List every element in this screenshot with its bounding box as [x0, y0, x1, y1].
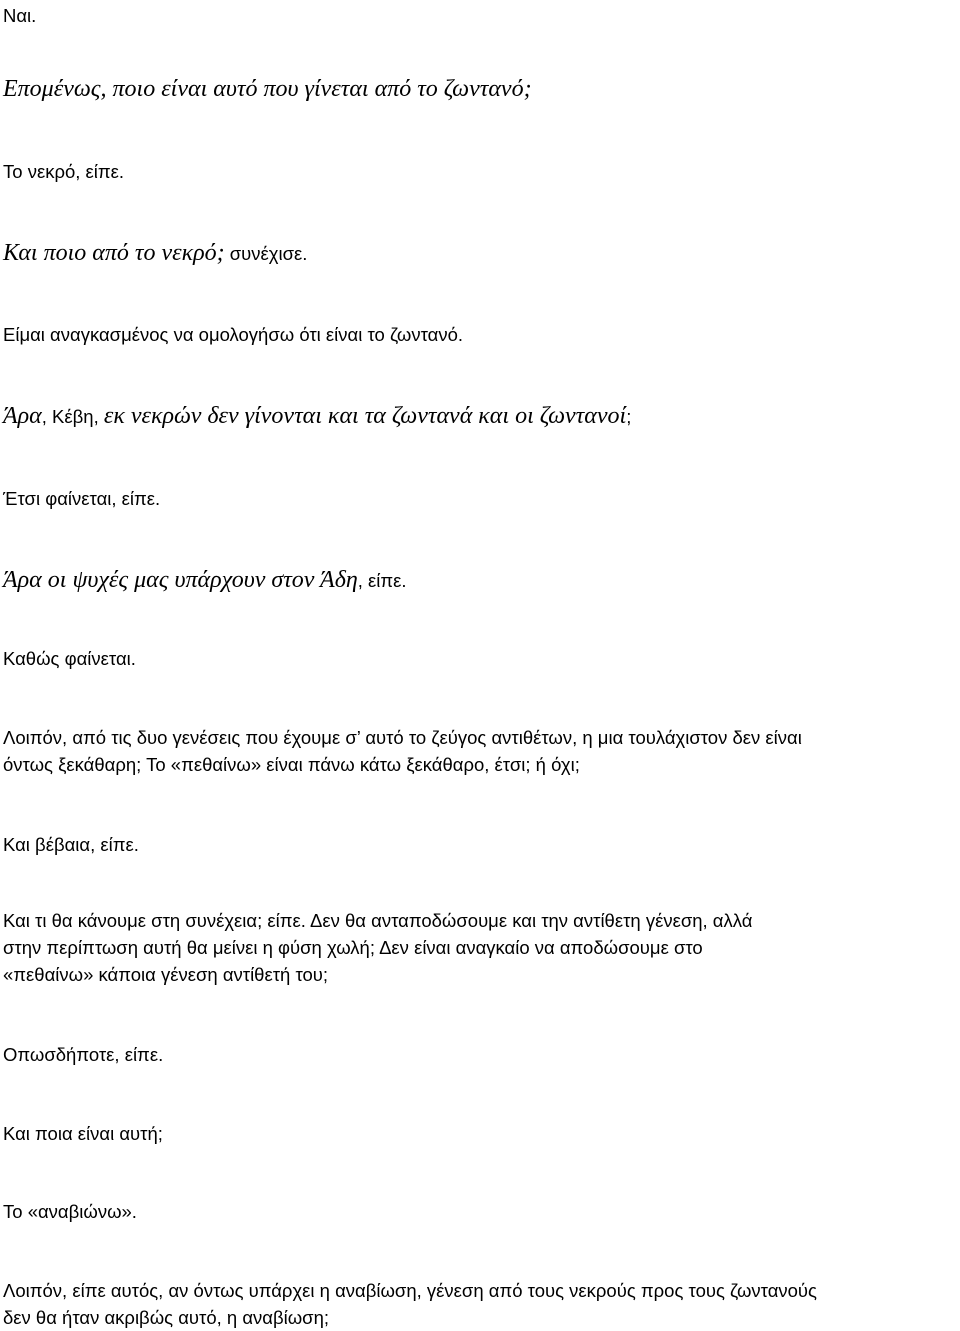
paragraph-8 [3, 565, 953, 596]
paragraph-text: Το νεκρό, είπε. [3, 161, 125, 182]
paragraph-7 [3, 485, 953, 512]
speaker-note: , είπε. [357, 570, 407, 591]
speaker-note: συνέχισε. [224, 243, 308, 264]
paragraph-5 [3, 321, 953, 348]
paragraph-line [3, 238, 953, 269]
paragraph-text: Και βέβαια, είπε. [3, 834, 139, 855]
paragraph-12 [3, 907, 953, 988]
paragraph-text: Καθώς φαίνεται. [3, 648, 136, 669]
question-mark: ; [626, 406, 632, 427]
paragraph-11 [3, 831, 953, 858]
paragraph-text: Το «αναβιώνω». [3, 1201, 137, 1222]
paragraph-line [3, 565, 953, 596]
italic-question: Και ποιο από το νεκρό; [3, 240, 225, 266]
paragraph-2 [3, 74, 953, 104]
paragraph-15 [3, 1198, 953, 1225]
italic-question: εκ νεκρών δεν γίνονται και τα ζωντανά και οι ζωντανοί [103, 403, 627, 429]
paragraph-9 [3, 645, 953, 672]
paragraph-text: Οπωσδήποτε, είπε. [3, 1044, 164, 1065]
paragraph-16 [3, 1277, 953, 1331]
paragraph-6 [3, 401, 953, 432]
paragraph-text: Είμαι αναγκασμένος να ομολογήσω ότι είναι το ζωντανό. [3, 324, 463, 345]
paragraph-4 [3, 238, 953, 269]
paragraph-13 [3, 1041, 953, 1068]
paragraph-3 [3, 158, 953, 185]
paragraph-10 [3, 724, 953, 778]
paragraph-line: στην περίπτωση αυτή θα μείνει η φύση χωλή; Δεν είναι αναγκαίο να αποδώσουμε στο [3, 937, 703, 958]
italic-question: Επομένως, ποιο είναι αυτό που γίνεται από το ζωντανό; [3, 76, 532, 102]
paragraph-line: Λοιπόν, είπε αυτός, αν όντως υπάρχει η αναβίωση, γένεση από τους νεκρούς προς τους ζωντανούς [3, 1280, 817, 1301]
paragraph-text: Και ποια είναι αυτή; [3, 1123, 163, 1144]
paragraph-line [3, 401, 953, 432]
paragraph-line: δεν θα ήταν ακριβώς αυτό, η αναβίωση; [3, 1307, 329, 1328]
paragraph-text: Ναι. [3, 5, 37, 26]
paragraph-line: «πεθαίνω» κάποια γένεση αντίθετή του; [3, 964, 329, 985]
paragraph-text: Έτσι φαίνεται, είπε. [3, 488, 161, 509]
vocative-name: , Κέβη, [41, 406, 104, 427]
italic-statement: Άρα οι ψυχές μας υπάρχουν στον Άδη [3, 567, 358, 593]
italic-word: Άρα [3, 403, 42, 429]
paragraph-14 [3, 1120, 953, 1147]
paragraph-line: Και τι θα κάνουμε στη συνέχεια; είπε. Δεν θα ανταποδώσουμε και την αντίθετη γένεση, αλλά [3, 910, 753, 931]
paragraph-line: όντως ξεκάθαρη; Το «πεθαίνω» είναι πάνω κάτω ξεκάθαρο, έτσι; ή όχι; [3, 754, 580, 775]
paragraph-1 [3, 2, 953, 29]
paragraph-line: Λοιπόν, από τις δυο γενέσεις που έχουμε σ’ αυτό το ζεύγος αντιθέτων, η μια τουλάχιστον δεν είναι [3, 727, 802, 748]
